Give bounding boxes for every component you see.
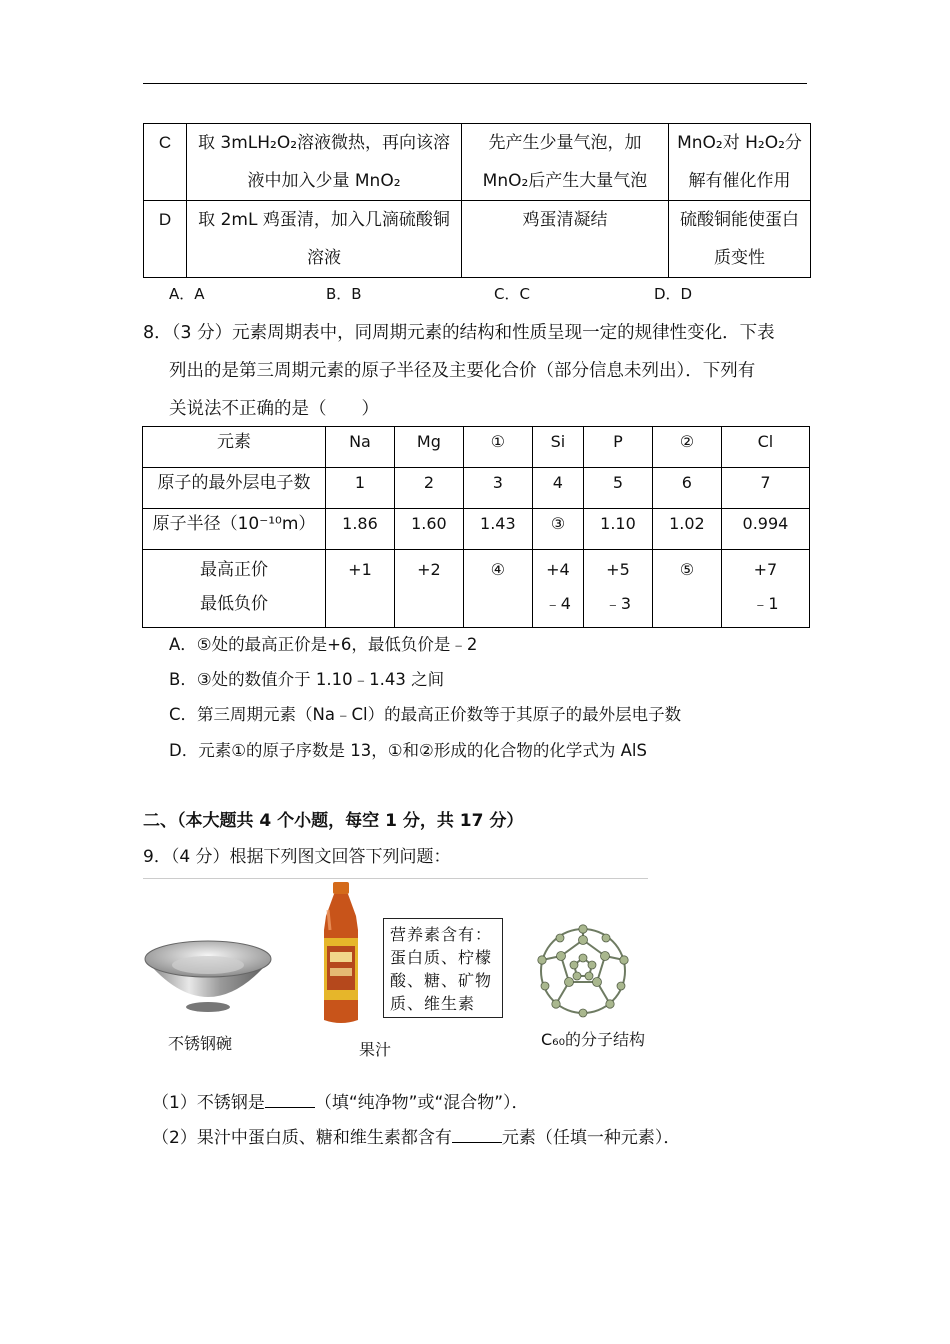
- cell-line: 取 3mLH₂O₂溶液微热，再向该溶: [197, 133, 451, 153]
- option-a[interactable]: A．A: [169, 285, 205, 303]
- table-row: [143, 427, 810, 468]
- min-label: 最低负价: [200, 594, 268, 614]
- section-title: 二、（本大题共 4 个小题，每空 1 分，共 17 分）: [143, 811, 524, 831]
- cell-line: MnO₂对 H₂O₂分: [677, 133, 802, 153]
- experiment-table: [143, 123, 811, 278]
- value-cell: 1.43: [463, 509, 532, 550]
- row-label: C: [144, 124, 187, 201]
- element-cell: Cl: [721, 427, 809, 468]
- answer-blank-1[interactable]: [265, 1091, 315, 1108]
- table-row: [143, 468, 810, 509]
- nutrition-line: 蛋白质、柠檬: [390, 948, 493, 967]
- question-8: [143, 314, 815, 428]
- question-9: 9．（4 分）根据下列图文回答下列问题：: [143, 847, 451, 867]
- c60-caption: C₆₀的分子结构: [541, 1030, 646, 1049]
- phenomenon-cell: [462, 201, 669, 278]
- value-cell: [652, 550, 721, 628]
- value-cell: 1: [326, 468, 395, 509]
- max-label: 最高正价: [200, 560, 268, 580]
- sub-question-2: [152, 1123, 680, 1148]
- row-label: D: [144, 201, 187, 278]
- row-header: 元素: [143, 427, 326, 468]
- min-valence: ﹣4: [544, 594, 571, 613]
- value-cell: 5: [583, 468, 652, 509]
- table-row: [144, 201, 811, 278]
- element-cell: ②: [652, 427, 721, 468]
- answer-option-a[interactable]: A．⑤处的最高正价是+6，最低负价是﹣2: [169, 635, 478, 654]
- c60-molecule-image: [530, 920, 636, 1022]
- answer-option-d[interactable]: D．元素①的原子序数是 13，①和②形成的化合物的化学式为 AlS: [169, 741, 647, 760]
- answer-option-b[interactable]: B．③处的数值介于 1.10﹣1.43 之间: [169, 670, 445, 689]
- value-cell: [583, 550, 652, 628]
- value-cell: 7: [721, 468, 809, 509]
- cell-line: 质变性: [714, 248, 765, 268]
- value-cell: 1.10: [583, 509, 652, 550]
- max-valence: +5: [606, 560, 630, 579]
- question-text: 关说法不正确的是（ ）: [169, 399, 379, 419]
- juice-caption: 果汁: [359, 1040, 392, 1059]
- operation-cell: [187, 124, 462, 201]
- row-header: 原子的最外层电子数: [143, 468, 326, 509]
- q7-options: [0, 283, 950, 305]
- value-cell: 2: [394, 468, 463, 509]
- sub-question-1: [152, 1088, 529, 1113]
- value-cell: [394, 550, 463, 628]
- value-cell: [721, 550, 809, 628]
- bowl-caption: 不锈钢碗: [168, 1034, 233, 1053]
- period-table: [142, 426, 810, 628]
- max-valence: +2: [417, 560, 441, 579]
- question-text: 元素（任填一种元素）．: [501, 1128, 681, 1148]
- element-cell: ①: [463, 427, 532, 468]
- value-cell: 1.60: [394, 509, 463, 550]
- value-cell: [326, 550, 395, 628]
- question-text: 8．（3 分）元素周期表中，同周期元素的结构和性质呈现一定的规律性变化．下表: [143, 323, 775, 343]
- element-cell: P: [583, 427, 652, 468]
- element-cell: Na: [326, 427, 395, 468]
- value-cell: 1.02: [652, 509, 721, 550]
- max-valence: +7: [753, 560, 778, 579]
- min-valence: ﹣3: [604, 594, 632, 613]
- table-row: [144, 124, 811, 201]
- option-d[interactable]: D．D: [654, 285, 693, 303]
- steel-bowl-image: [143, 935, 273, 1015]
- figure-rule: [143, 878, 648, 879]
- conclusion-cell: [669, 201, 811, 278]
- value-cell: ③: [532, 509, 583, 550]
- value-cell: 3: [463, 468, 532, 509]
- cell-line: 液中加入少量 MnO₂: [247, 171, 401, 191]
- max-valence: +4: [546, 560, 570, 579]
- row-header: 原子半径（10⁻¹⁰m）: [143, 509, 326, 550]
- value-cell: 1.86: [326, 509, 395, 550]
- max-valence: ⑤: [679, 560, 695, 579]
- cell-line: 取 2mL 鸡蛋清，加入几滴硫酸铜: [198, 210, 450, 230]
- nutrition-line: 质、维生素: [390, 994, 476, 1013]
- nutrition-line: 营养素含有：: [390, 925, 493, 944]
- element-cell: Si: [532, 427, 583, 468]
- header-rule: [143, 83, 807, 84]
- answer-option-c[interactable]: C．第三周期元素（Na﹣Cl）的最高正价数等于其原子的最外层电子数: [169, 705, 682, 724]
- option-c[interactable]: C．C: [494, 285, 530, 303]
- cell-line: 硫酸铜能使蛋白: [680, 210, 799, 230]
- option-b[interactable]: B．B: [326, 285, 362, 303]
- question-text: （1）不锈钢是: [152, 1093, 265, 1113]
- value-cell: 0.994: [721, 509, 809, 550]
- cell-line: 解有催化作用: [688, 171, 791, 191]
- phenomenon-cell: [462, 124, 669, 201]
- cell-line: 溶液: [307, 248, 341, 268]
- conclusion-cell: [669, 124, 811, 201]
- question-text: （2）果汁中蛋白质、糖和维生素都含有: [152, 1128, 452, 1148]
- min-valence: ﹣1: [752, 594, 779, 613]
- question-text: 列出的是第三周期元素的原子半径及主要化合价（部分信息未列出）．下列有: [169, 361, 756, 381]
- element-cell: Mg: [394, 427, 463, 468]
- value-cell: [463, 550, 532, 628]
- table-row: [143, 550, 810, 628]
- cell-line: 先产生少量气泡，加: [488, 133, 642, 153]
- cell-line: MnO₂后产生大量气泡: [482, 171, 648, 191]
- operation-cell: [187, 201, 462, 278]
- max-valence: +1: [348, 560, 372, 579]
- nutrition-box: [383, 918, 503, 1018]
- max-valence: ④: [490, 560, 506, 579]
- value-cell: 4: [532, 468, 583, 509]
- juice-bottle-image: [316, 880, 366, 1025]
- answer-blank-2[interactable]: [452, 1126, 502, 1143]
- value-cell: [532, 550, 583, 628]
- nutrition-line: 酸、糖、矿物: [390, 971, 493, 990]
- value-cell: 6: [652, 468, 721, 509]
- cell-line: 鸡蛋清凝结: [522, 210, 608, 230]
- row-header: [143, 550, 326, 628]
- question-text: （填“纯净物”或“混合物”）．: [314, 1093, 529, 1113]
- table-row: [143, 509, 810, 550]
